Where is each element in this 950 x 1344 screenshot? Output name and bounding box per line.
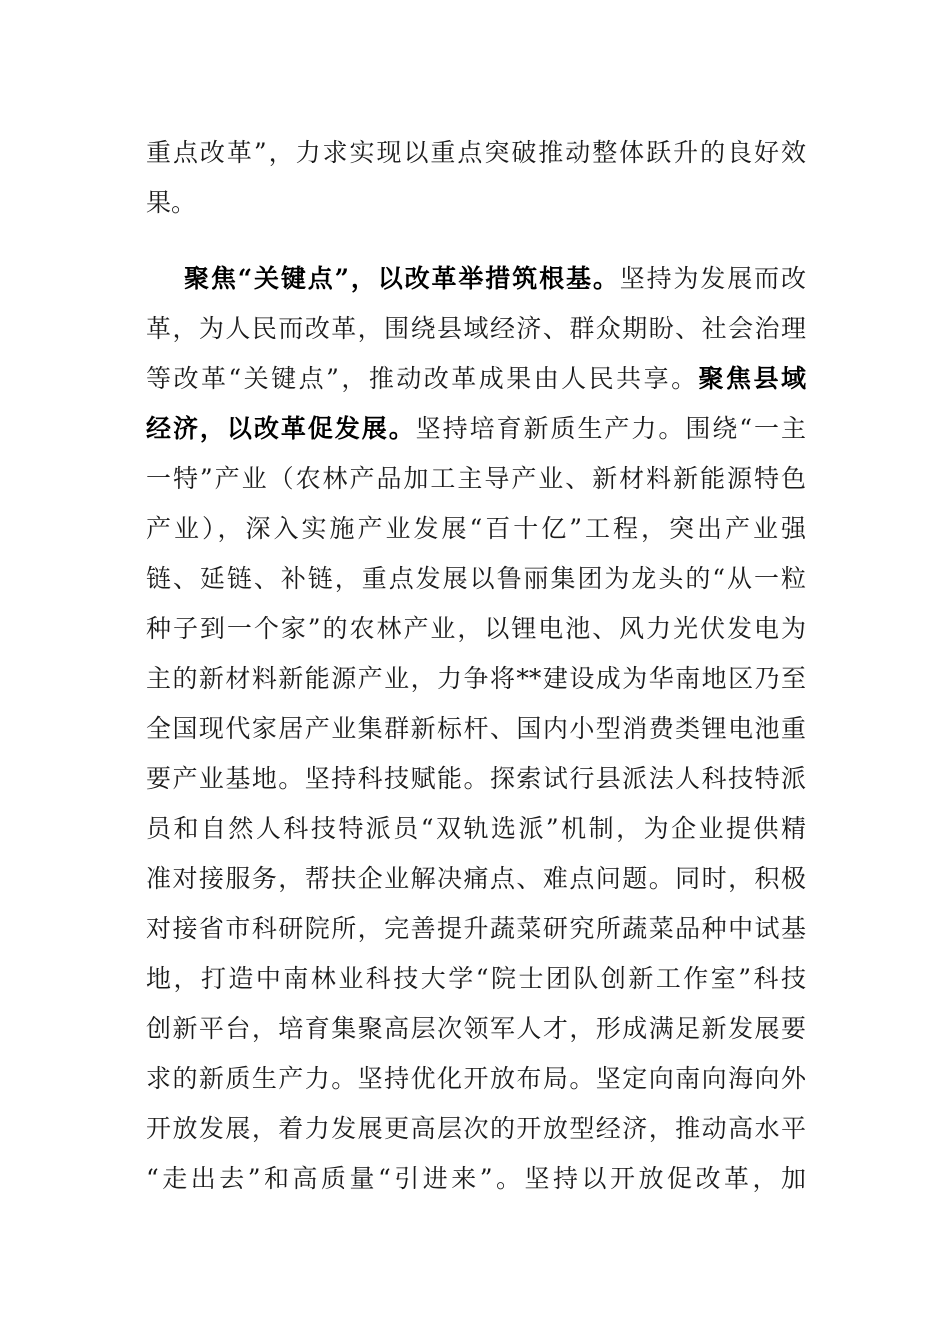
text-line: [146, 354, 806, 404]
paragraph-gap: [146, 228, 806, 254]
bold-heading-county-economy: 聚焦县域: [698, 364, 806, 393]
text-line: 求的新质生产力。坚持优化开放布局。坚定向南向海向外: [146, 1064, 806, 1093]
text-line: 链、延链、补链，重点发展以鲁丽集团为龙头的“从一粒: [146, 564, 806, 593]
paragraph-2: [146, 254, 806, 1204]
text-line: 重点改革”，力求实现以重点突破推动整体跃升的良好效: [146, 138, 806, 167]
text-line: 创新平台，培育集聚高层次领军人才，形成满足新发展要: [146, 1014, 806, 1043]
text-line: [146, 254, 806, 304]
text-line: 员和自然人科技特派员“双轨选派”机制，为企业提供精: [146, 814, 806, 843]
paragraph-1: [146, 128, 806, 228]
text-line: 一特”产业（农林产品加工主导产业、新材料新能源特色: [146, 464, 806, 493]
text-line: 果。: [146, 188, 197, 217]
text-line: 对接省市科研院所，完善提升蔬菜研究所蔬菜品种中试基: [146, 914, 806, 943]
text-line: 产业），深入实施产业发展“百十亿”工程，突出产业强: [146, 514, 806, 543]
text-run: 坚持为发展而改: [619, 264, 806, 293]
text-line: 要产业基地。坚持科技赋能。探索试行县派法人科技特派: [146, 764, 806, 793]
text-line: “走出去”和高质量“引进来”。坚持以开放促改革，加: [146, 1164, 806, 1193]
text-line: 种子到一个家”的农林产业，以锂电池、风力光伏发电为: [146, 614, 806, 643]
text-line: [146, 404, 806, 454]
body-text: [146, 128, 806, 1204]
text-line: 地，打造中南林业科技大学“院士团队创新工作室”科技: [146, 964, 806, 993]
bold-heading-keypoints: 聚焦“关键点”，以改革举措筑根基。: [184, 264, 620, 293]
text-run: 等改革“关键点”，推动改革成果由人民共享。: [146, 364, 699, 393]
text-line: 全国现代家居产业集群新标杆、国内小型消费类锂电池重: [146, 714, 806, 743]
text-line: 革，为人民而改革，围绕县域经济、群众期盼、社会治理: [146, 314, 806, 343]
text-run: 坚持培育新质生产力。围绕“一主: [415, 414, 806, 443]
text-line: 主的新材料新能源产业，力争将**建设成为华南地区乃至: [146, 664, 806, 693]
text-line: 准对接服务，帮扶企业解决痛点、难点问题。同时，积极: [146, 864, 806, 893]
bold-heading-county-economy-cont: 经济，以改革促发展。: [146, 414, 416, 443]
text-line: 开放发展，着力发展更高层次的开放型经济，推动高水平: [146, 1114, 806, 1143]
